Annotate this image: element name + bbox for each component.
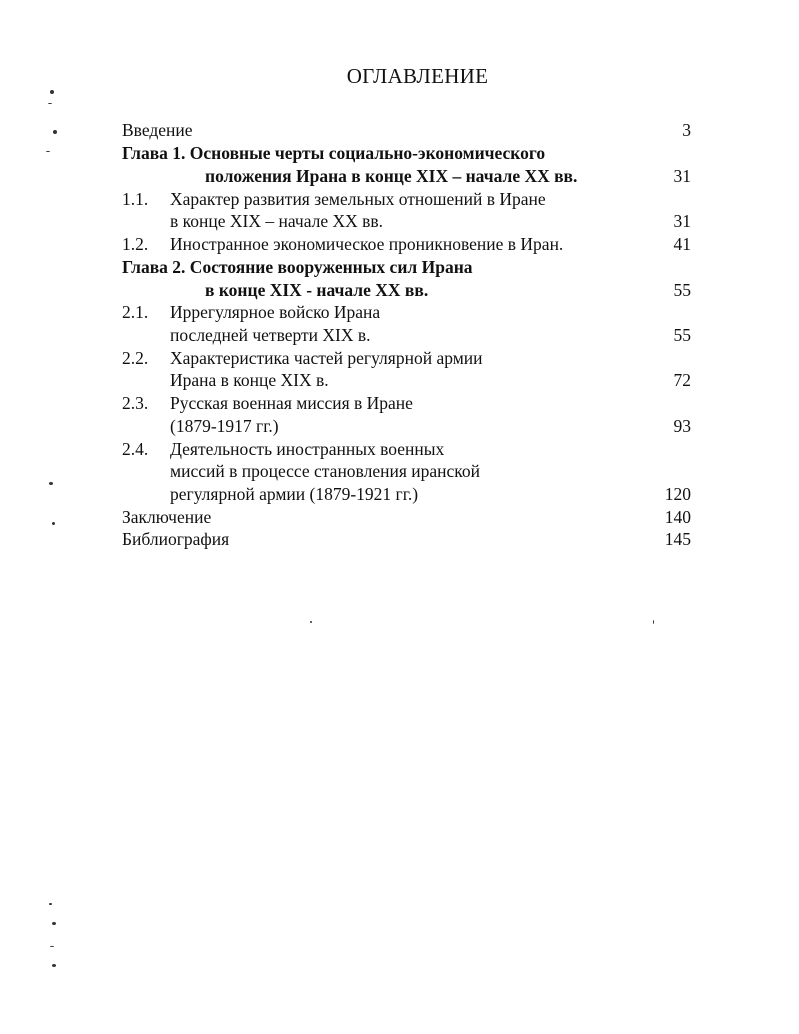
toc-section-2-3-line1: Русская военная миссия в Иране xyxy=(170,393,413,413)
toc-section-number: 2.3. xyxy=(122,393,149,413)
toc-section-2-3-line2: (1879-1917 гг.) xyxy=(170,416,279,436)
toc-page-section-2-4: 120 xyxy=(664,484,691,504)
toc-section-number: 2.1. xyxy=(122,302,149,322)
toc-section-1-1-line2: в конце XIX – начале XX вв. xyxy=(170,211,384,231)
scan-speck xyxy=(52,522,55,525)
scan-speck xyxy=(52,922,56,925)
scan-speck xyxy=(310,621,312,623)
scan-speck xyxy=(48,103,52,104)
toc-chapter-2-line1: Глава 2. Состояние вооруженных сил Ирана xyxy=(122,257,473,277)
toc-section-2-2-line1: Характеристика частей регулярной армии xyxy=(170,348,483,368)
toc-section-2-4-line3: регулярной армии (1879-1921 гг.) xyxy=(170,484,419,504)
scan-speck xyxy=(49,482,53,485)
toc-page-section-2-3: 93 xyxy=(673,416,691,436)
toc-section-number: 1.1. xyxy=(122,189,149,209)
toc-page-chapter-2: 55 xyxy=(673,280,691,300)
toc-section-1-1-line1: Характер развития земельных отношений в Иране xyxy=(170,189,546,209)
page-title: ОГЛАВЛЕНИЕ xyxy=(346,64,489,88)
toc-chapter-2-line2: в конце XIX - начале XX вв. xyxy=(205,280,429,300)
toc-section-number: 1.2. xyxy=(122,234,149,254)
toc-page-bibliography: 145 xyxy=(664,529,691,549)
toc-section-number: 2.4. xyxy=(122,439,149,459)
toc-page-section-2-1: 55 xyxy=(673,325,691,345)
toc-page-section-1-1: 31 xyxy=(673,211,691,231)
scan-speck xyxy=(46,151,50,152)
toc-section-2-2-line2: Ирана в конце XIX в. xyxy=(170,370,329,390)
scan-speck xyxy=(53,130,57,134)
toc-section-2-1-line1: Иррегулярное войско Ирана xyxy=(170,302,381,322)
toc-section-1-2: Иностранное экономическое проникновение в Иран. xyxy=(170,234,564,254)
toc-chapter-1-line2: положения Ирана в конце XIX – начале XX вв. xyxy=(205,166,578,186)
toc-page-section-2-2: 72 xyxy=(673,370,691,390)
toc-page-conclusion: 140 xyxy=(664,507,691,527)
toc-page-introduction: 3 xyxy=(682,120,691,140)
toc-entry-introduction: Введение xyxy=(122,120,193,140)
toc-entry-bibliography: Библиография xyxy=(122,529,230,549)
toc-section-2-4-line2: миссий в процессе становления иранской xyxy=(170,461,480,481)
scan-speck xyxy=(50,90,54,94)
toc-entry-conclusion: Заключение xyxy=(122,507,212,527)
toc-section-number: 2.2. xyxy=(122,348,149,368)
toc-section-2-1-line2: последней четверти XIX в. xyxy=(170,325,371,345)
toc-page-chapter-1: 31 xyxy=(673,166,691,186)
toc-section-2-4-line1: Деятельность иностранных военных xyxy=(170,439,445,459)
scan-speck xyxy=(52,964,56,967)
scan-speck xyxy=(49,903,52,905)
scan-speck xyxy=(50,946,54,947)
toc-chapter-1-line1: Глава 1. Основные черты социально-экономического xyxy=(122,143,546,163)
scan-speck xyxy=(653,620,654,624)
toc-page-section-1-2: 41 xyxy=(673,234,691,254)
